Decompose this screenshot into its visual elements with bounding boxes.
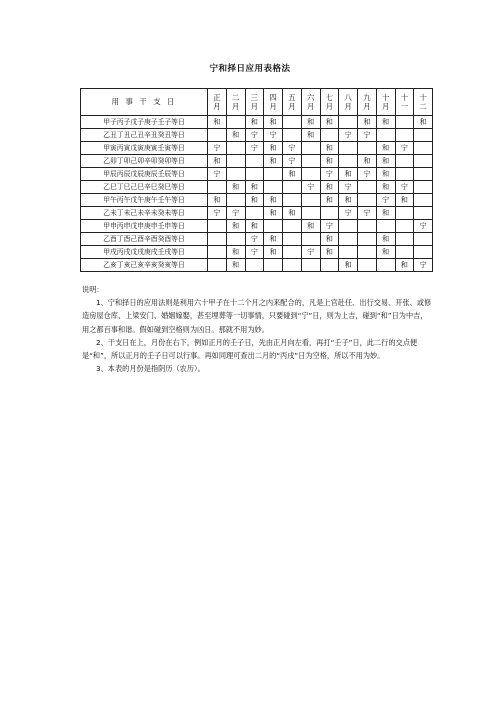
table-cell bbox=[301, 194, 320, 207]
table-cell: 宁 bbox=[339, 207, 358, 220]
table-cell bbox=[245, 259, 264, 272]
table-row bbox=[81, 194, 433, 207]
table-cell bbox=[301, 168, 320, 181]
table-cell bbox=[376, 259, 395, 272]
table-cell: 和 bbox=[320, 246, 339, 259]
table-cell bbox=[376, 129, 395, 142]
table-cell bbox=[226, 142, 245, 155]
table-cell bbox=[339, 142, 358, 155]
table-cell bbox=[208, 246, 227, 259]
month-header-char: 三 bbox=[250, 93, 259, 102]
table-cell bbox=[339, 233, 358, 246]
table-cell: 宁 bbox=[208, 168, 227, 181]
table-cell: 和 bbox=[320, 116, 339, 129]
table-cell bbox=[414, 155, 433, 168]
table-cell bbox=[208, 259, 227, 272]
table-cell: 和 bbox=[208, 155, 227, 168]
table-cell: 宁 bbox=[208, 142, 227, 155]
table-cell bbox=[283, 181, 302, 194]
table-cell: 和 bbox=[245, 220, 264, 233]
month-header-char: 九 bbox=[363, 93, 371, 102]
table-cell: 和 bbox=[245, 116, 264, 129]
table-cell bbox=[414, 233, 433, 246]
table-cell bbox=[376, 220, 395, 233]
month-header-char: 月 bbox=[363, 102, 371, 111]
table-cell: 和 bbox=[395, 194, 414, 207]
table-cell bbox=[339, 220, 358, 233]
table-cell: 和 bbox=[339, 168, 358, 181]
table-cell bbox=[208, 233, 227, 246]
row-label: 甲子丙子戊子庚子壬子等日 bbox=[81, 116, 208, 129]
month-header-1 bbox=[208, 89, 227, 116]
table-cell: 宁 bbox=[320, 220, 339, 233]
month-header-char: 十 bbox=[400, 93, 409, 102]
month-header-char: 月 bbox=[269, 102, 277, 111]
table-row bbox=[81, 168, 433, 181]
table-cell: 宁 bbox=[226, 207, 245, 220]
table-cell bbox=[320, 207, 339, 220]
table-cell: 和 bbox=[264, 142, 283, 155]
table-cell bbox=[264, 168, 283, 181]
month-header-4 bbox=[264, 89, 283, 116]
month-header-7 bbox=[320, 89, 339, 116]
table-cell: 和 bbox=[320, 233, 339, 246]
table-cell bbox=[301, 155, 320, 168]
table-cell: 和 bbox=[264, 155, 283, 168]
table-cell bbox=[414, 129, 433, 142]
table-cell: 宁 bbox=[376, 194, 395, 207]
notes-heading: 说明： bbox=[82, 285, 104, 294]
table-cell: 和 bbox=[226, 181, 245, 194]
table-cell bbox=[226, 194, 245, 207]
month-header-char: 五 bbox=[288, 93, 296, 102]
table-cell bbox=[358, 142, 377, 155]
month-header-11 bbox=[395, 89, 414, 116]
table-cell bbox=[283, 259, 302, 272]
table-cell: 和 bbox=[264, 246, 283, 259]
table-cell: 和 bbox=[264, 116, 283, 129]
month-header-char: 月 bbox=[250, 102, 259, 111]
row-label: 甲申丙申戊申庚申壬申等日 bbox=[81, 220, 208, 233]
table-cell bbox=[358, 181, 377, 194]
month-header-char: 月 bbox=[344, 102, 352, 111]
table-cell bbox=[395, 129, 414, 142]
row-label: 甲戌丙戌戊戌庚戌壬戌等日 bbox=[81, 246, 208, 259]
month-header-char: 二 bbox=[231, 93, 240, 102]
table-row bbox=[81, 129, 433, 142]
table-cell: 和 bbox=[320, 194, 339, 207]
table-cell bbox=[339, 246, 358, 259]
month-header-char: 一 bbox=[400, 102, 409, 111]
month-header-char: 月 bbox=[325, 102, 334, 111]
table-cell: 和 bbox=[283, 168, 302, 181]
table-row bbox=[81, 207, 433, 220]
table-cell: 和 bbox=[301, 116, 320, 129]
table-cell: 宁 bbox=[320, 168, 339, 181]
table-cell: 和 bbox=[376, 142, 395, 155]
table-cell: 宁 bbox=[358, 207, 377, 220]
table-cell: 和 bbox=[376, 181, 395, 194]
month-header-char: 正 bbox=[213, 93, 221, 102]
table-cell bbox=[395, 168, 414, 181]
table-cell: 和 bbox=[301, 129, 320, 142]
table-cell bbox=[283, 220, 302, 233]
month-header-6 bbox=[301, 89, 320, 116]
table-row bbox=[81, 233, 433, 246]
table-cell bbox=[414, 207, 433, 220]
table-row bbox=[81, 259, 433, 272]
table-cell bbox=[320, 129, 339, 142]
table-cell: 宁 bbox=[358, 129, 377, 142]
table-cell: 和 bbox=[301, 220, 320, 233]
table-cell: 和 bbox=[376, 207, 395, 220]
table-cell: 和 bbox=[395, 259, 414, 272]
table-cell bbox=[226, 155, 245, 168]
table-cell: 和 bbox=[339, 194, 358, 207]
month-header-5 bbox=[283, 89, 302, 116]
table-cell: 宁 bbox=[395, 181, 414, 194]
table-cell: 和 bbox=[339, 259, 358, 272]
table-cell: 宁 bbox=[301, 181, 320, 194]
table-cell bbox=[264, 181, 283, 194]
month-header-2 bbox=[226, 89, 245, 116]
table-cell bbox=[283, 129, 302, 142]
note-paragraph-1: 1、宁和择日的应用法则是利用六十甲子在十二个月之内来配合的，凡是上官赴任、出行交易、开张、或修造房屋仓库、上梁安门、婚姻嫁娶，甚至埋葬等一切事情，只要碰到“宁”日，则为上吉，碰到“和”日为中吉，用之都百事和谐。假如碰到空格则为凶日。那就不用为妙。 bbox=[82, 298, 432, 334]
table-cell: 宁 bbox=[245, 142, 264, 155]
table-cell bbox=[283, 194, 302, 207]
month-header-12 bbox=[414, 89, 433, 116]
notes-section bbox=[82, 283, 432, 375]
row-label: 甲寅丙寅戊寅庚寅壬寅等日 bbox=[81, 142, 208, 155]
month-header-char: 十 bbox=[381, 93, 390, 102]
table-cell bbox=[301, 259, 320, 272]
table-cell: 和 bbox=[320, 155, 339, 168]
table-cell: 宁 bbox=[339, 129, 358, 142]
month-header-char: 二 bbox=[419, 102, 427, 111]
table-cell: 和 bbox=[264, 233, 283, 246]
table-cell: 和 bbox=[320, 181, 339, 194]
table-cell bbox=[226, 233, 245, 246]
row-label: 甲辰丙辰戊辰庚辰壬辰等日 bbox=[81, 168, 208, 181]
table-cell: 和 bbox=[376, 155, 395, 168]
table-cell: 宁 bbox=[208, 207, 227, 220]
table-cell: 和 bbox=[376, 168, 395, 181]
table-cell bbox=[264, 220, 283, 233]
month-header-10 bbox=[376, 89, 395, 116]
table-cell: 和 bbox=[245, 194, 264, 207]
table-cell bbox=[301, 207, 320, 220]
table-cell bbox=[320, 259, 339, 272]
table-cell: 和 bbox=[264, 207, 283, 220]
row-label: 乙亥丁亥己亥辛亥癸亥等日 bbox=[81, 259, 208, 272]
table-cell: 宁 bbox=[283, 155, 302, 168]
row-label: 乙巳丁巳己巳辛巳癸巳等日 bbox=[81, 181, 208, 194]
row-label: 乙酉丁酉己酉辛酉癸酉等日 bbox=[81, 233, 208, 246]
row-label: 甲午丙午戊午庚午壬午等日 bbox=[81, 194, 208, 207]
table-cell bbox=[245, 168, 264, 181]
table-cell: 和 bbox=[226, 220, 245, 233]
table-cell bbox=[283, 246, 302, 259]
month-header-char: 六 bbox=[306, 93, 315, 102]
month-header-char: 月 bbox=[213, 102, 221, 111]
table-cell: 宁 bbox=[264, 129, 283, 142]
table-cell bbox=[395, 207, 414, 220]
month-header-char: 十 bbox=[419, 93, 427, 102]
month-header-char: 月 bbox=[306, 102, 315, 111]
table-cell bbox=[301, 142, 320, 155]
table-row bbox=[81, 155, 433, 168]
table-cell: 和 bbox=[264, 194, 283, 207]
table-cell bbox=[414, 181, 433, 194]
table-row bbox=[81, 220, 433, 233]
table-cell bbox=[245, 207, 264, 220]
table-cell: 宁 bbox=[395, 142, 414, 155]
table-cell: 和 bbox=[414, 116, 433, 129]
table-cell bbox=[339, 116, 358, 129]
table-cell: 宁 bbox=[245, 246, 264, 259]
month-header-char: 七 bbox=[325, 93, 334, 102]
table-cell: 宁 bbox=[358, 168, 377, 181]
table-cell bbox=[358, 246, 377, 259]
table-cell: 宁 bbox=[283, 142, 302, 155]
table-cell: 宁 bbox=[245, 129, 264, 142]
table-cell bbox=[339, 155, 358, 168]
table-cell bbox=[208, 129, 227, 142]
table-cell: 宁 bbox=[339, 181, 358, 194]
row-label: 乙卯丁卯己卯辛卯癸卯等日 bbox=[81, 155, 208, 168]
table-cell: 和 bbox=[320, 142, 339, 155]
table-row bbox=[81, 181, 433, 194]
month-header-char: 月 bbox=[231, 102, 240, 111]
table-cell: 宁 bbox=[301, 246, 320, 259]
month-header-char: 四 bbox=[269, 93, 277, 102]
table-cell: 和 bbox=[283, 207, 302, 220]
month-header-3 bbox=[245, 89, 264, 116]
row-label: 乙丑丁丑己丑辛丑癸丑等日 bbox=[81, 129, 208, 142]
table-cell bbox=[358, 194, 377, 207]
table-cell bbox=[395, 155, 414, 168]
table-cell: 宁 bbox=[414, 259, 433, 272]
table-cell bbox=[208, 181, 227, 194]
date-selection-table bbox=[80, 88, 433, 272]
table-cell: 和 bbox=[208, 116, 227, 129]
column-header-label: 用 事 干 支 日 bbox=[81, 89, 208, 116]
note-paragraph-2: 2、干支日在上，月份在右下，例如正月的壬子日，先由正月向左看，再打“壬子”日，此二行的交点便是“和”，所以正月的壬子日可以行事。再如同理可查出二月的“丙戌”日为空格，所以不用为妙。 bbox=[82, 337, 418, 361]
table-cell bbox=[358, 233, 377, 246]
table-cell bbox=[245, 155, 264, 168]
table-cell bbox=[395, 246, 414, 259]
table-cell: 和 bbox=[208, 194, 227, 207]
table-row bbox=[81, 116, 433, 129]
page-title: 宁和择日应用表格法 bbox=[209, 64, 291, 74]
table-cell bbox=[414, 194, 433, 207]
month-header-char: 八 bbox=[344, 93, 352, 102]
month-header-9 bbox=[358, 89, 377, 116]
table-cell: 和 bbox=[245, 181, 264, 194]
table-cell bbox=[395, 220, 414, 233]
table-cell bbox=[283, 233, 302, 246]
table-cell bbox=[301, 233, 320, 246]
table-row bbox=[81, 142, 433, 155]
table-cell bbox=[264, 259, 283, 272]
table-cell: 和 bbox=[226, 259, 245, 272]
table-cell bbox=[358, 259, 377, 272]
row-label: 乙未丁未己未辛未癸未等日 bbox=[81, 207, 208, 220]
table-cell bbox=[395, 233, 414, 246]
table-header-row bbox=[81, 89, 433, 116]
month-header-char: 月 bbox=[288, 102, 296, 111]
table-cell: 和 bbox=[226, 246, 245, 259]
table-cell bbox=[414, 168, 433, 181]
month-header-8 bbox=[339, 89, 358, 116]
table-cell: 和 bbox=[376, 233, 395, 246]
table-cell bbox=[226, 116, 245, 129]
table-cell bbox=[395, 116, 414, 129]
table-row bbox=[81, 246, 433, 259]
note-paragraph-3: 3、本表的月份是指阴历（农历）。 bbox=[96, 364, 205, 374]
table-cell: 和 bbox=[226, 129, 245, 142]
table-cell bbox=[358, 220, 377, 233]
table-cell bbox=[283, 116, 302, 129]
table-cell: 宁 bbox=[245, 233, 264, 246]
month-header-char: 月 bbox=[381, 102, 390, 111]
table-cell: 和 bbox=[376, 246, 395, 259]
table-cell bbox=[414, 246, 433, 259]
table-cell bbox=[414, 142, 433, 155]
table-cell bbox=[226, 168, 245, 181]
table-cell bbox=[208, 220, 227, 233]
table-cell: 和 bbox=[358, 155, 377, 168]
table-cell: 和 bbox=[376, 116, 395, 129]
table-cell: 和 bbox=[358, 116, 377, 129]
table-cell: 宁 bbox=[414, 220, 433, 233]
